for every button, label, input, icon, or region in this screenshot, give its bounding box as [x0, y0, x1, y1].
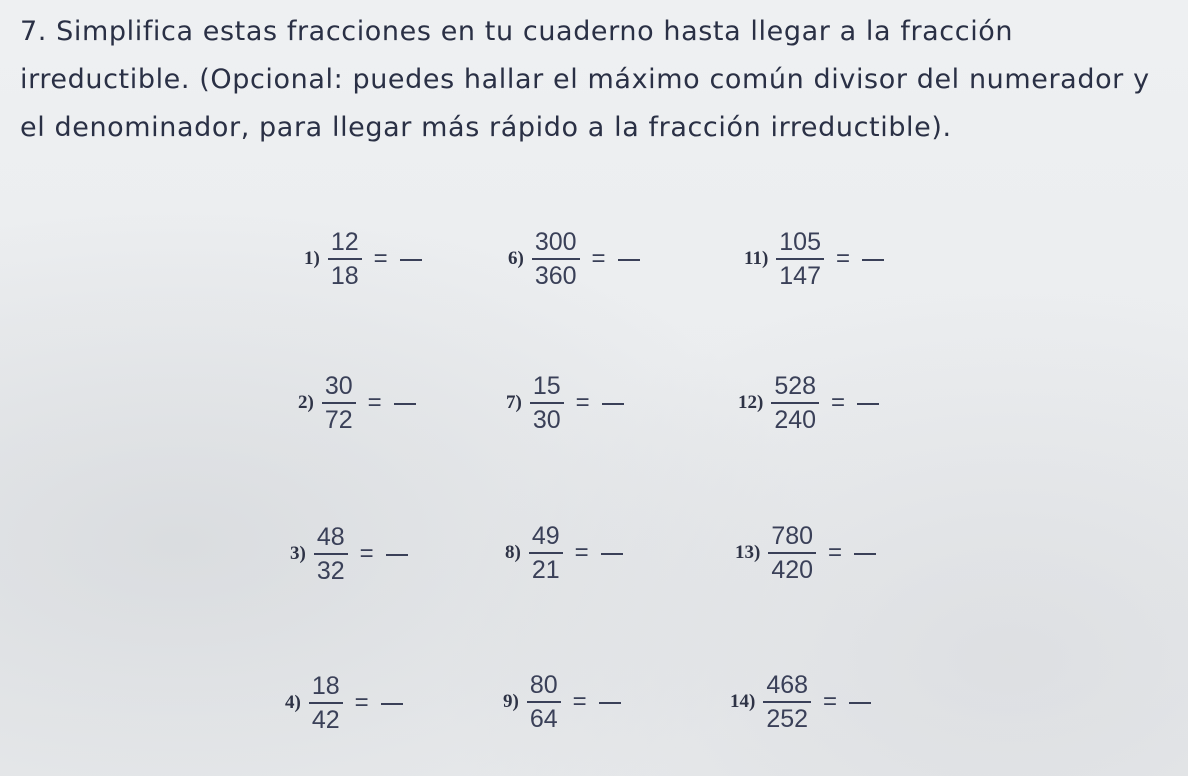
- denominator: 32: [316, 557, 345, 585]
- exercise-8: [505, 522, 623, 584]
- answer-blank: [602, 403, 624, 405]
- equals-sign: =: [572, 688, 587, 715]
- fraction: [776, 228, 824, 290]
- answer-blank: [862, 259, 884, 261]
- equals-sign: =: [575, 389, 590, 416]
- denominator: 240: [774, 406, 817, 434]
- denominator: 252: [766, 705, 809, 733]
- denominator: 64: [529, 705, 558, 733]
- answer-blank: [854, 553, 876, 555]
- fraction: [532, 228, 580, 290]
- fraction: [322, 372, 356, 434]
- exercise-number: 11): [744, 248, 769, 269]
- denominator: 21: [531, 556, 560, 584]
- numerator: 49: [529, 522, 563, 554]
- answer-blank: [618, 259, 640, 261]
- exercise-number: 12): [738, 392, 764, 413]
- equals-sign: =: [823, 688, 838, 715]
- denominator: 72: [324, 406, 353, 434]
- exercise-instructions: 7. Simplifica estas fracciones en tu cuaderno hasta llegar a la fracción irreductible. (Opcional: puedes hallar el máximo común divisor del numerador y el denominador, para llegar más rápido a la fracción irreductible).: [20, 16, 1150, 143]
- exercise-13: [735, 522, 876, 584]
- numerator: 468: [763, 671, 811, 703]
- numerator: 18: [309, 672, 343, 704]
- equals-sign: =: [831, 389, 846, 416]
- equals-sign: =: [574, 539, 589, 566]
- denominator: 18: [330, 262, 359, 290]
- exercise-1: [304, 228, 422, 290]
- answer-blank: [601, 553, 623, 555]
- exercise-9: [503, 671, 621, 733]
- numerator: 528: [771, 372, 819, 404]
- denominator: 30: [532, 406, 561, 434]
- numerator: 80: [527, 671, 561, 703]
- equals-sign: =: [367, 389, 382, 416]
- fraction: [771, 372, 819, 434]
- equals-sign: =: [359, 540, 374, 567]
- denominator: 42: [311, 706, 340, 734]
- exercise-number: 4): [285, 692, 301, 713]
- exercise-11: [744, 228, 884, 290]
- fraction: [309, 672, 343, 734]
- exercise-4: [285, 672, 403, 734]
- fraction: [527, 671, 561, 733]
- equals-sign: =: [828, 539, 843, 566]
- exercise-number: 14): [730, 691, 756, 712]
- exercise-2: [298, 372, 416, 434]
- answer-blank: [849, 702, 871, 704]
- exercise-number: 2): [298, 392, 314, 413]
- numerator: 30: [322, 372, 356, 404]
- exercise-3: [290, 523, 408, 585]
- exercise-number: 7): [506, 392, 522, 413]
- equals-sign: =: [836, 245, 851, 272]
- exercise-number: 13): [735, 542, 761, 563]
- answer-blank: [381, 703, 403, 705]
- answer-blank: [857, 403, 879, 405]
- denominator: 420: [771, 556, 814, 584]
- fraction: [763, 671, 811, 733]
- fraction: [530, 372, 564, 434]
- numerator: 780: [768, 522, 816, 554]
- numerator: 12: [328, 228, 362, 260]
- exercise-number: 9): [503, 691, 519, 712]
- denominator: 147: [779, 262, 821, 290]
- answer-blank: [394, 403, 416, 405]
- answer-blank: [386, 554, 408, 556]
- answer-blank: [599, 702, 621, 704]
- exercise-number: 8): [505, 542, 521, 563]
- answer-blank: [400, 259, 422, 261]
- fraction: [529, 522, 563, 584]
- fraction: [768, 522, 816, 584]
- exercise-14: [730, 671, 871, 733]
- exercise-number: 1): [304, 248, 320, 269]
- numerator: 300: [532, 228, 580, 260]
- fraction: [328, 228, 362, 290]
- fraction: [314, 523, 348, 585]
- exercise-7: [506, 372, 624, 434]
- numerator: 105: [776, 228, 824, 260]
- numerator: 48: [314, 523, 348, 555]
- exercise-number: 3): [290, 543, 306, 564]
- equals-sign: =: [354, 689, 369, 716]
- denominator: 360: [534, 262, 577, 290]
- exercise-6: [508, 228, 640, 290]
- equals-sign: =: [591, 245, 606, 272]
- exercise-12: [738, 372, 879, 434]
- exercise-number: 6): [508, 248, 524, 269]
- numerator: 15: [530, 372, 564, 404]
- equals-sign: =: [373, 245, 388, 272]
